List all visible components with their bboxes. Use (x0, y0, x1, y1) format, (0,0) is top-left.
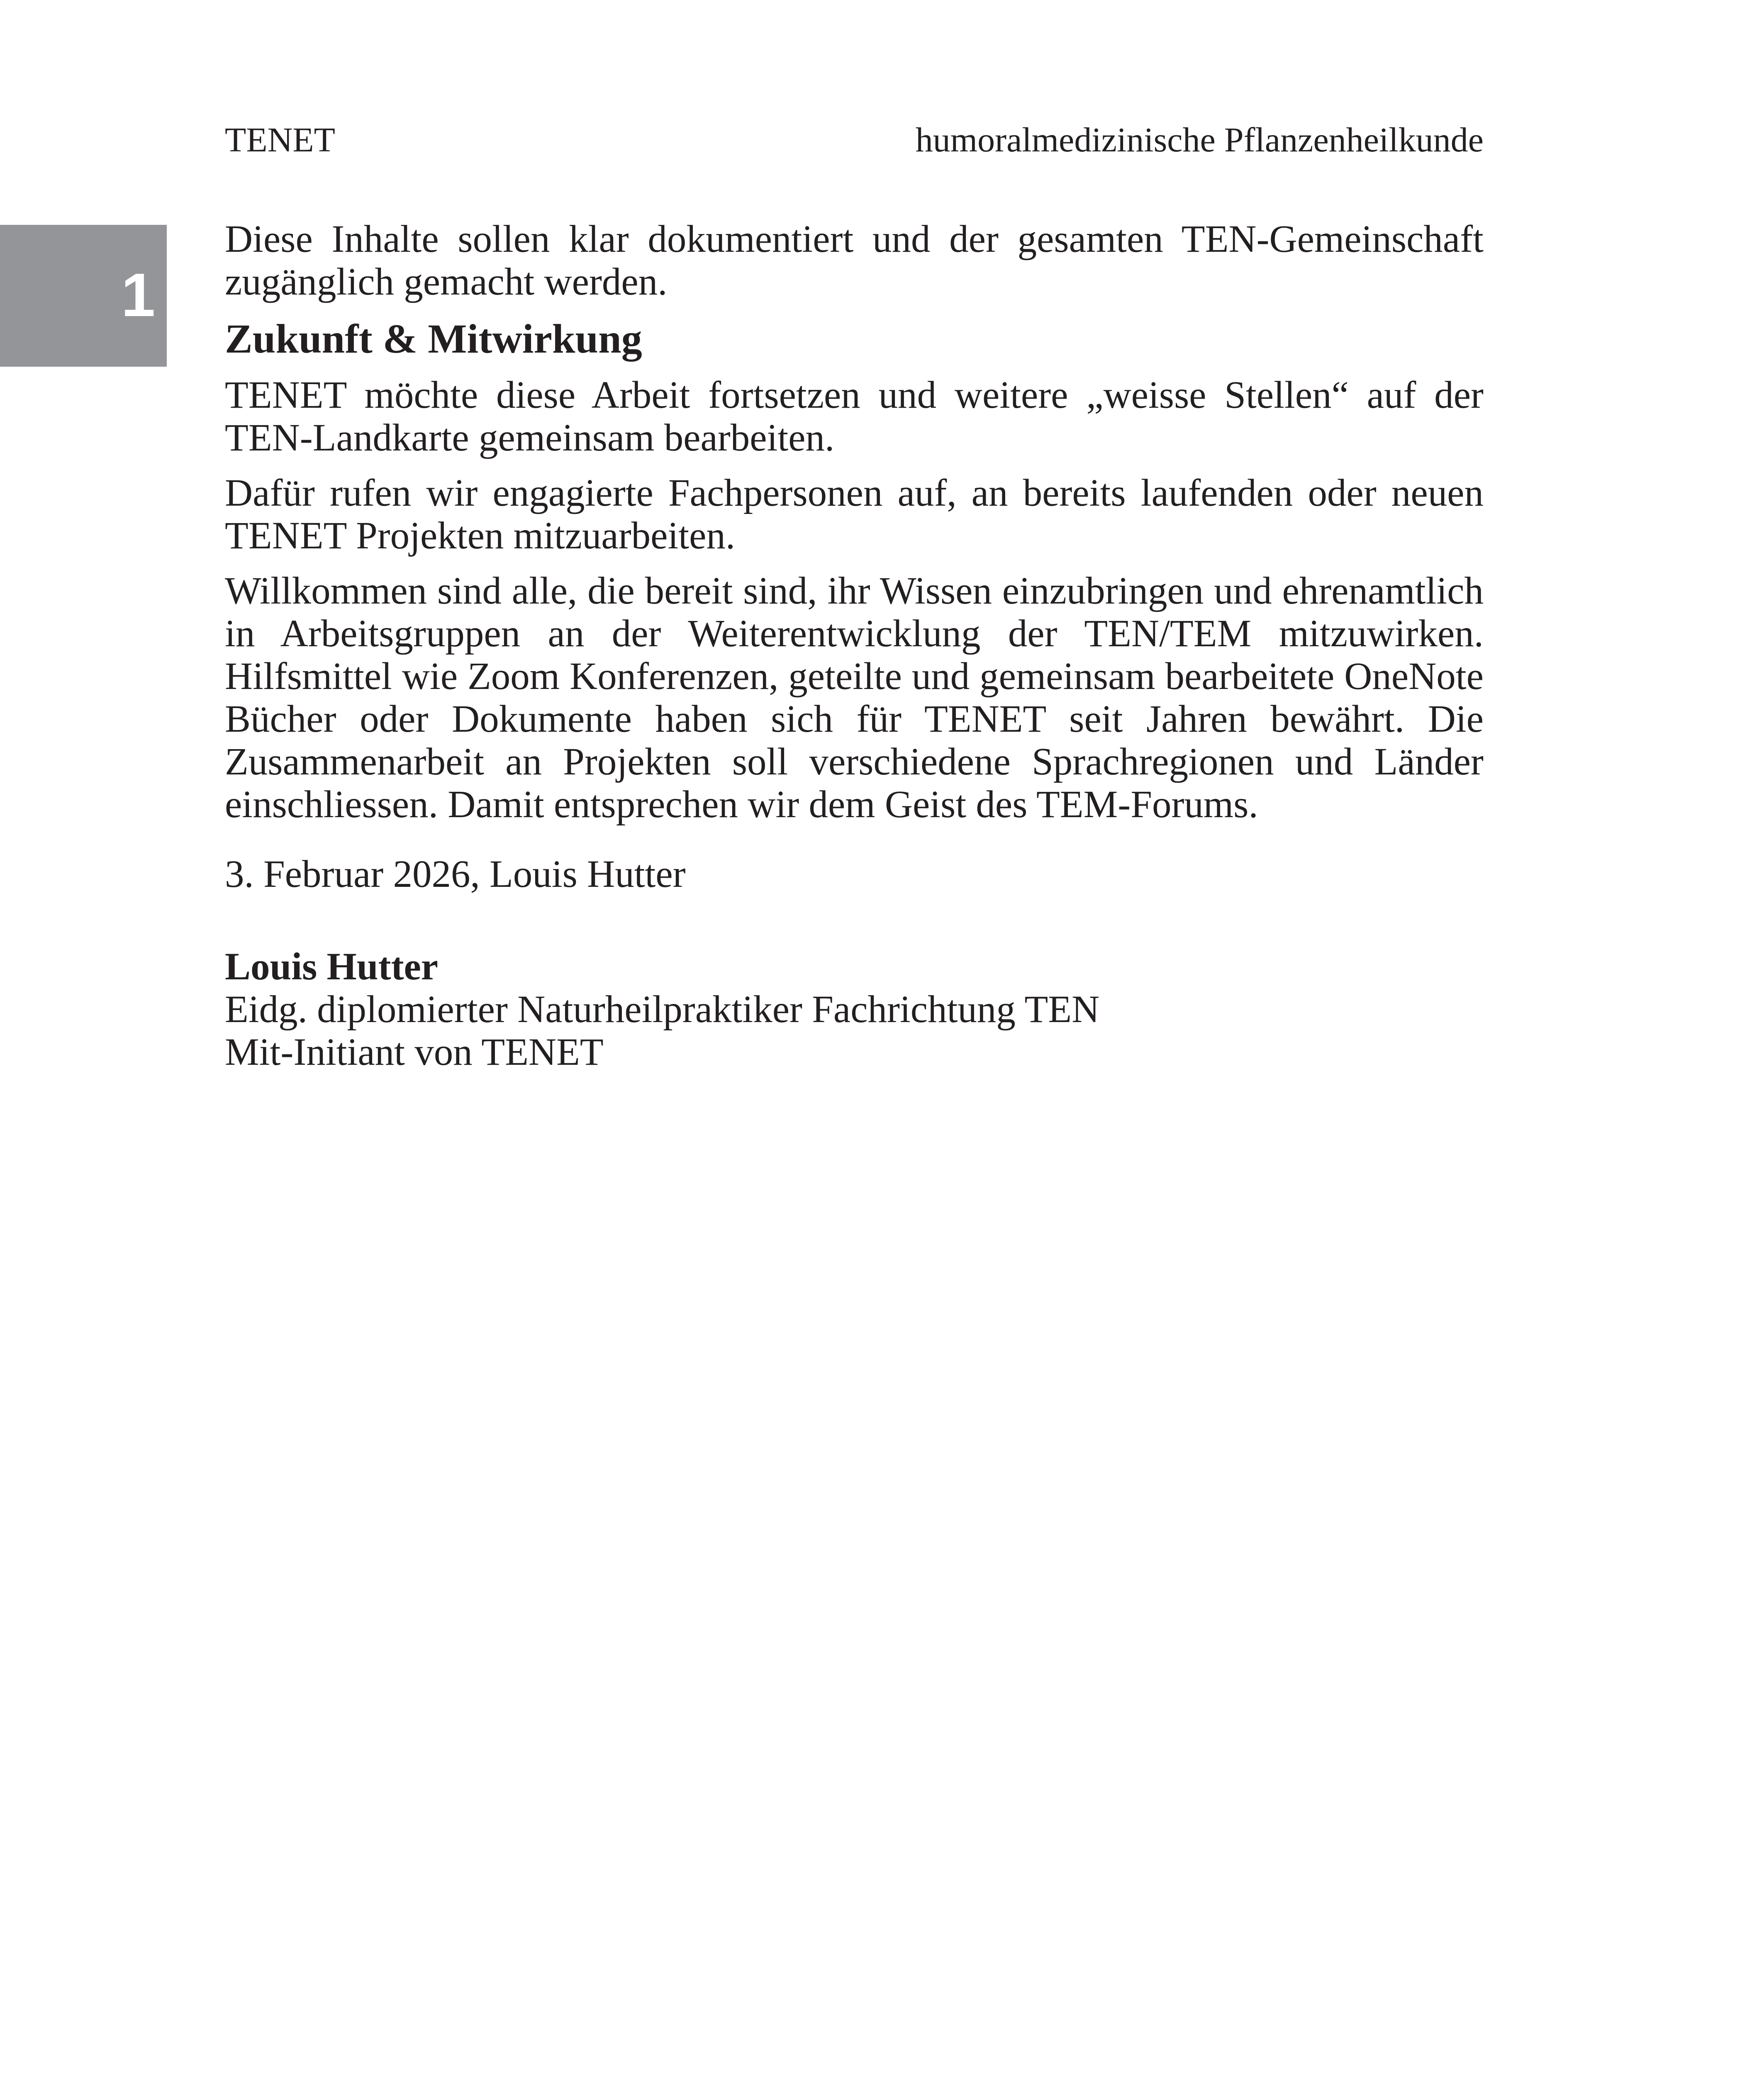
paragraph-2: Dafür rufen wir engagierte Fachpersonen auf, an bereits laufenden oder neuen TENET Projekten mitzuarbeiten. (225, 472, 1484, 557)
chapter-tab (0, 225, 167, 367)
signature-block (225, 945, 1484, 1074)
section-heading: Zukunft & Mitwirkung (225, 316, 642, 362)
signature-title: Eidg. diplomierter Naturheilpraktiker Fachrichtung TEN (225, 988, 1100, 1031)
signature-name: Louis Hutter (225, 945, 439, 988)
paragraph-1: TENET möchte diese Arbeit fortsetzen und weitere „weisse Stellen“ auf der TEN-Landkarte gemeinsam bearbeiten. (225, 374, 1484, 459)
running-head-right: humoralmedizinische Pflanzenheilkunde (915, 121, 1484, 159)
date-line: 3. Februar 2026, Louis Hutter (225, 853, 686, 896)
intro-paragraph: Diese Inhalte sollen klar dokumentiert und der gesamten TEN-Gemeinschaft zugänglich gemacht werden. (225, 218, 1484, 303)
running-head-left: TENET (225, 121, 335, 159)
signature-role: Mit-Initiant von TENET (225, 1031, 604, 1074)
chapter-number: 1 (121, 261, 156, 329)
paragraph-3: Willkommen sind alle, die bereit sind, ihr Wissen einzubringen und ehrenamtlich in Arbeitsgruppen an der Weiterentwicklung der TEN/TEM mitzuwirken. Hilfsmittel wie Zoom Konferenzen, geteilte und gemeinsam bearbeitete OneNote Bücher oder Dokumente haben sich für TENET seit Jahren bewährt. Die Zusammenarbeit an Projekten soll verschiedene Sprachregionen und Länder einschliessen. Damit entsprechen wir dem Geist des TEM-Forums. (225, 570, 1484, 826)
running-head (225, 115, 1484, 165)
page-content (225, 218, 1484, 1074)
